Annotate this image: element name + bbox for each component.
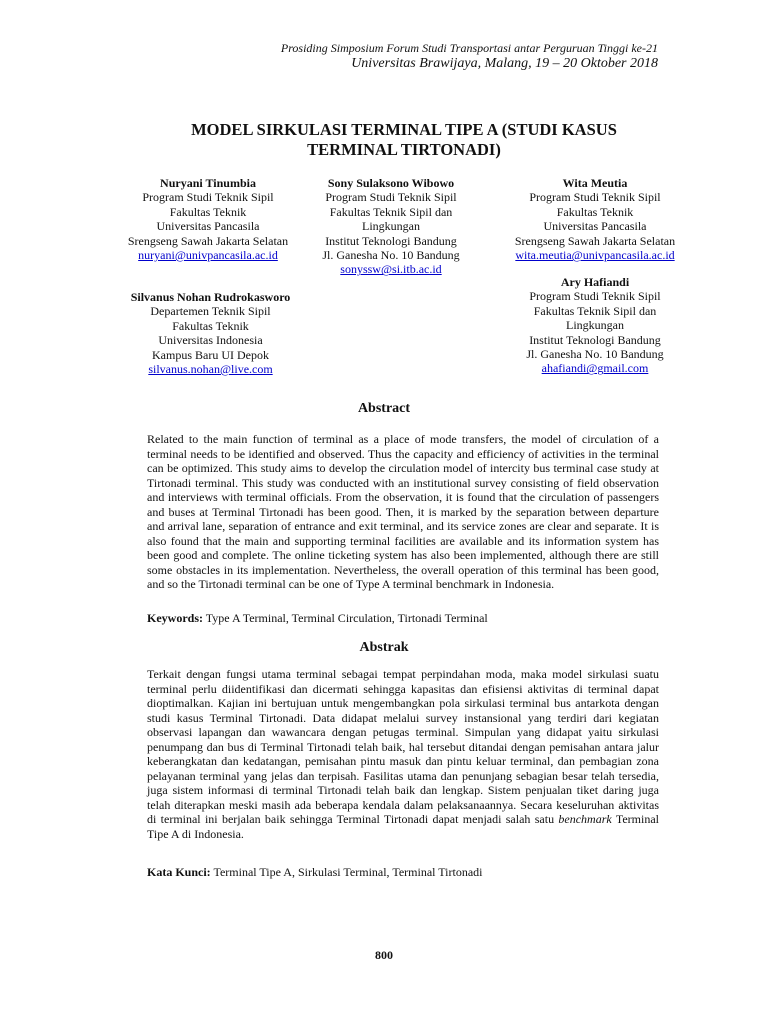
author-affiliation-line: Jl. Ganesha No. 10 Bandung [526,347,664,362]
abstrak-text-end: Terminal Tipe A di Indonesia. [147,812,659,841]
author-affiliation-line: Srengseng Sawah Jakarta Selatan [127,233,289,248]
author-name: Ary Hafiandi [560,275,630,289]
author-name: Silvanus Nohan Rudrokasworo [130,290,291,304]
author-affiliation-line: Program Studi Teknik Sipil [529,289,661,304]
author-affiliation-line: Fakultas Teknik Sipil dan [329,204,453,219]
author-block [515,275,675,376]
author-name: Sony Sulaksono Wibowo [327,176,455,190]
author-affiliation-line: Srengseng Sawah Jakarta Selatan [514,233,676,248]
author-affiliation-line: Jl. Ganesha No. 10 Bandung [322,248,460,263]
author-affiliation-line: Departemen Teknik Sipil [150,304,271,319]
author-email-link[interactable]: sonyssw@si.itb.ac.id [340,262,442,277]
keywords-line [147,611,659,626]
author-block [120,176,296,262]
abstract-text: Related to the main function of terminal as a place of mode transfers, the model of circulation of a terminal needs to be identified and observed. Thus the capacity and efficiency of activities in the terminal can be optimized. This study aims to develop the circulation model of intercity bus terminal case study at Tirtonadi terminal. This study was conducted with an institutional survey consisting of field observation and interviews with terminal officials. From the observation, it is found that the circulation of passengers and buses at Terminal Tirtonadi has been good. Then, it is marked by the separation between departure and arrival lane, separation of entrance and exit terminal, and its service zones are clear and separate. It is also found that the main and supporting terminal facilities are available and its information system has been good and complete. The online ticketing system has also been implemented, although there are still some obstacles in its implementation. Nevertheless, the overall operation of this terminal has been good, and so the Tirtonadi terminal can be one of Type A terminal benchmark in Indonesia. [147,432,659,591]
keywords-text: Type A Terminal, Terminal Circulation, Tirtonadi Terminal [205,611,488,625]
abstrak-text-italic: benchmark [558,812,612,826]
author-affiliation-line: Program Studi Teknik Sipil [325,190,457,205]
author-affiliation-line: Universitas Indonesia [158,333,263,348]
author-affiliation-line: Fakultas Teknik [169,204,247,219]
author-affiliation-line: Fakultas Teknik [556,204,634,219]
author-affiliation-line: Universitas Pancasila [543,219,647,234]
kata-kunci-label: Kata Kunci: [147,865,211,879]
author-affiliation-line: Program Studi Teknik Sipil [142,190,274,205]
author-email-link[interactable]: nuryani@univpancasila.ac.id [138,248,278,263]
author-affiliation-line: Universitas Pancasila [156,219,260,234]
proceedings-header-line1: Prosiding Simposium Forum Studi Transportasi antar Perguruan Tinggi ke-21 [280,41,658,55]
abstrak-text [147,667,659,841]
keywords-label: Keywords: [147,611,203,625]
kata-kunci-text: Terminal Tipe A, Sirkulasi Terminal, Terminal Tirtonadi [213,865,483,879]
author-email-link[interactable]: ahafiandi@gmail.com [541,361,649,376]
abstract-heading: Abstract [357,401,411,416]
author-email-link[interactable]: wita.meutia@univpancasila.ac.id [515,248,675,263]
abstrak-text-main: Terkait dengan fungsi utama terminal sebagai tempat perpindahan moda, maka model sirkulasi suatu terminal perlu diidentifikasi dan dicermati sehingga kapasitas dan efisiensi aktivitas di terminal dapat dioptimalkan. Kajian ini bertujuan untuk mengembangkan pola sirkulasi terminal bus antarkota dengan studi kasus Terminal Tirtonadi. Data didapat melalui survey instansional yang terdiri dari kegiatan observasi lapangan dan wawancara dengan petugas terminal. Simpulan yang didapat yaitu sirkulasi penumpang dan bus di Terminal Tirtonadi telah baik, hal tersebut ditandai dengan pemisahan antara jalur keberangkatan dan kedatangan, pemisahan pintu masuk dan pintu keluar terminal, dan pembagian zona pelayanan terminal yang jelas dan terpisah. Fasilitas utama dan penunjang sebagian besar telah tersedia, juga sistem informasi di terminal Tirtonadi telah baik dan lengkap. Sistem penjualan tiket daring juga telah diterapkan meski masih ada beberapa kendala dalam pelaksanaannya. Secara keseluruhan aktivitas di terminal ini berjalan baik sehingga Terminal Tirtonadi dapat menjadi salah satu [147,667,659,826]
author-block [505,176,685,262]
author-name: Wita Meutia [562,176,628,190]
author-affiliation-line: Lingkungan [566,318,624,333]
kata-kunci-line [147,865,659,880]
author-block [305,176,477,277]
author-affiliation-line: Institut Teknologi Bandung [325,233,457,248]
page-number: 800 [375,948,393,962]
paper-title-line2: TERMINAL TIRTONADI) [307,140,501,159]
author-affiliation-line: Institut Teknologi Bandung [529,332,661,347]
author-name: Nuryani Tinumbia [160,176,256,190]
author-block [115,290,306,376]
paper-title [100,120,708,160]
author-affiliation-line: Program Studi Teknik Sipil [529,190,661,205]
author-email-link[interactable]: silvanus.nohan@live.com [148,362,273,377]
author-affiliation-line: Lingkungan [362,219,420,234]
abstrak-heading: Abstrak [359,640,409,655]
author-affiliation-line: Kampus Baru UI Depok [152,347,269,362]
proceedings-header-line2: Universitas Brawijaya, Malang, 19 – 20 Oktober 2018 [351,56,658,71]
author-affiliation-line: Fakultas Teknik Sipil dan [533,303,657,318]
paper-title-line1: MODEL SIRKULASI TERMINAL TIPE A (STUDI KASUS [191,120,617,139]
author-affiliation-line: Fakultas Teknik [172,318,249,333]
